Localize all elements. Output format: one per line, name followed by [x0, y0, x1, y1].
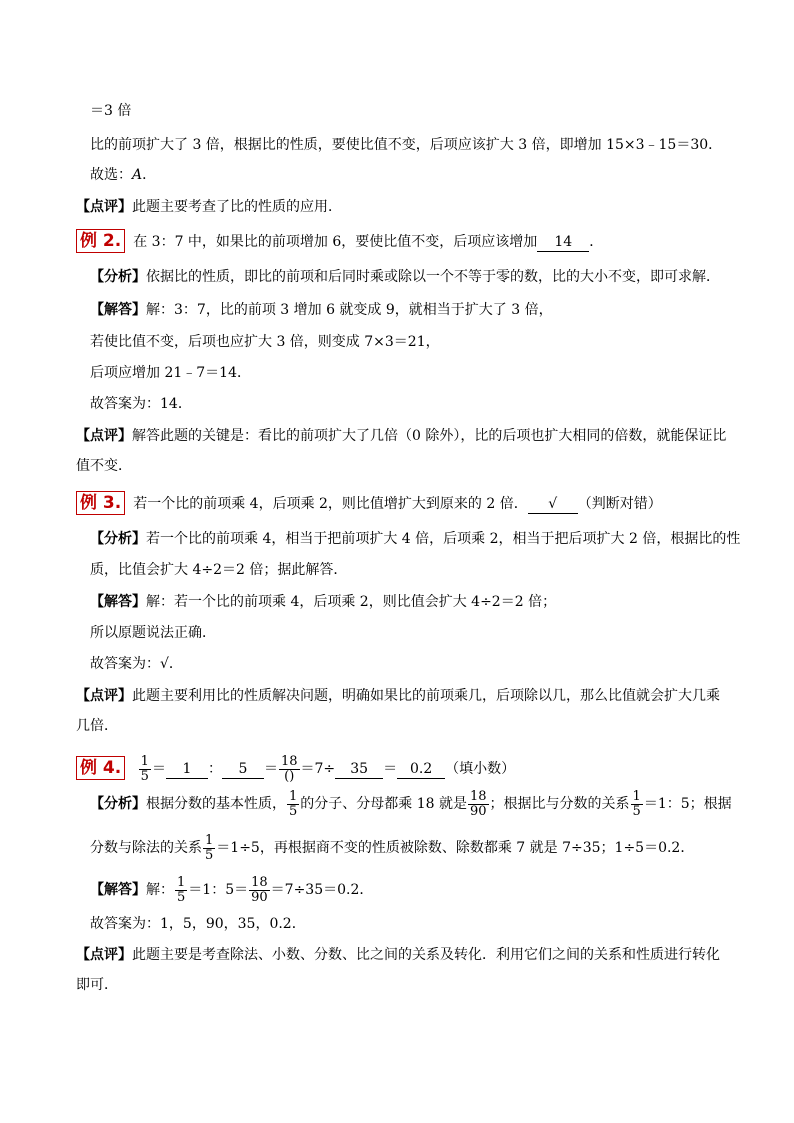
text-line: ＝3 倍: [90, 103, 132, 119]
text: 若一个比的前项乘 4，相当于把前项扩大 4 倍，后项乘 2，相当于把后项扩大 2 倍，根据比的性: [146, 531, 741, 547]
text-line: 所以原题说法正确．: [90, 625, 216, 641]
example-4-question: [76, 752, 515, 786]
fraction: [203, 834, 215, 863]
text: 解：: [146, 882, 174, 898]
text-line: 若使比值不变，后项也应扩大 3 倍，则变成 7×3＝21，: [90, 334, 440, 350]
text: ：: [207, 761, 222, 777]
fraction-numerator: 18: [280, 753, 298, 769]
tag-comment: 【点评】: [76, 428, 132, 444]
fraction-numerator: 1: [205, 832, 214, 848]
text: ＝1÷5，再根据商不变的性质被除数、除数都乘 7 就是 7÷35；1÷5＝0.2．: [216, 840, 695, 856]
text: ＝1：5＝: [188, 882, 249, 898]
solution-line: [90, 300, 553, 322]
text: 若一个比的前项乘 4，后项乘 2，则比值增扩大到原来的 2 倍．: [133, 496, 528, 512]
text: ＝: [151, 761, 166, 777]
fraction-numerator: 1: [177, 874, 186, 890]
text: 解：3：7，比的前项 3 增加 6 就变成 9，就相当于扩大了 3 倍，: [146, 302, 553, 318]
fraction-denominator: 90: [251, 889, 268, 905]
fraction-denominator: 5: [205, 847, 214, 863]
fraction: [631, 790, 643, 819]
text: 分数与除法的关系: [90, 840, 202, 856]
text-line: 几倍．: [76, 718, 118, 734]
text: ＝7÷: [300, 761, 336, 777]
fraction: [175, 876, 187, 905]
text: 根据分数的基本性质，: [146, 796, 286, 812]
text: 此题主要考查了比的性质的应用．: [132, 199, 342, 215]
text-line: [90, 165, 156, 187]
text-line: 故答案为：14．: [90, 396, 192, 412]
answer-blank: 0.2: [397, 760, 445, 779]
tag-solution: 【解答】: [90, 302, 146, 318]
answer-blank: √: [528, 495, 578, 514]
text: 的分子、分母都乘 18 就是: [300, 796, 467, 812]
text: 解答此题的关键是：看比的前项扩大了几倍（0 除外），比的后项也扩大相同的倍数，就能保证比: [132, 428, 727, 444]
text: 故选：: [90, 167, 132, 183]
fraction: [279, 755, 300, 784]
text: ＝: [383, 761, 398, 777]
fraction-denominator: 5: [140, 768, 149, 784]
fraction-numerator: 18: [470, 788, 487, 804]
text-line: 故答案为：1，5，90，35，0.2．: [90, 916, 306, 932]
fraction: [468, 790, 489, 819]
fraction-denominator: 90: [470, 803, 487, 819]
fraction-numerator: 1: [289, 788, 298, 804]
fraction-denominator: (): [284, 768, 295, 784]
tag-comment: 【点评】: [76, 688, 132, 704]
analysis-line: [90, 787, 732, 821]
text: ＝: [263, 761, 278, 777]
solution-line: [90, 592, 556, 614]
example-2-question: [76, 229, 603, 251]
fraction: [139, 755, 151, 784]
tag-comment: 【点评】: [76, 947, 132, 963]
answer-blank: 35: [335, 760, 383, 779]
text-line: 质，比值会扩大 4÷2＝2 倍；据此解答．: [90, 562, 348, 578]
text-line: 故答案为：√．: [90, 656, 183, 672]
fraction: [287, 790, 299, 819]
answer-blank: 5: [222, 760, 264, 779]
text: ．: [142, 167, 157, 183]
analysis-line: [90, 267, 720, 289]
text: 解：若一个比的前项乘 4，后项乘 2，则比值会扩大 4÷2＝2 倍；: [146, 594, 557, 610]
tag-solution: 【解答】: [90, 882, 146, 898]
text: （填小数）: [445, 761, 516, 777]
tag-solution: 【解答】: [90, 594, 146, 610]
text: ．: [589, 234, 604, 250]
comment-line: [76, 197, 342, 219]
fraction-denominator: 5: [632, 803, 641, 819]
text: ＝7÷35＝0.2．: [270, 882, 374, 898]
example-3-question: [76, 491, 662, 513]
text: 此题主要利用比的性质解决问题，明确如果比的前项乘几，后项除以几，那么比值就会扩大几乘: [132, 688, 720, 704]
fraction-denominator: 5: [289, 803, 298, 819]
comment-line: [76, 686, 720, 708]
text-line: [90, 831, 694, 865]
solution-line: [90, 873, 373, 907]
comment-line: [76, 945, 720, 967]
text: ＝1：5；根据: [643, 796, 732, 812]
text: 依据比的性质，即比的前项和后同时乘或除以一个不等于零的数，比的大小不变，即可求解．: [146, 269, 720, 285]
fraction-numerator: 1: [140, 753, 149, 769]
tag-analysis: 【分析】: [90, 796, 146, 812]
comment-line: [76, 426, 726, 448]
tag-analysis: 【分析】: [90, 531, 146, 547]
text-line: 即可．: [76, 977, 118, 993]
text: A: [132, 167, 143, 183]
example-label: 例 3.: [76, 491, 125, 515]
text: 在 3：7 中，如果比的前项增加 6，要使比值不变，后项应该增加: [133, 234, 538, 250]
answer-blank: 1: [166, 760, 208, 779]
tag-analysis: 【分析】: [90, 269, 146, 285]
text: ；根据比与分数的关系: [489, 796, 630, 812]
text: 此题主要是考查除法、小数、分数、比之间的关系及转化．利用它们之间的关系和性质进行转化: [132, 947, 720, 963]
text-line: 后项应增加 21﹣7＝14．: [90, 365, 251, 381]
text-line: 比的前项扩大了 3 倍，根据比的性质，要使比值不变，后项应该扩大 3 倍，即增加 15×3﹣15＝30．: [90, 137, 723, 153]
text: （判断对错）: [577, 496, 662, 512]
example-label: 例 4.: [76, 756, 125, 780]
example-label: 例 2.: [76, 229, 125, 253]
fraction-numerator: 1: [632, 788, 641, 804]
fraction-numerator: 18: [251, 874, 268, 890]
analysis-line: [90, 529, 740, 551]
fraction-denominator: 5: [177, 889, 186, 905]
fraction: [249, 876, 270, 905]
tag-comment: 【点评】: [76, 199, 132, 215]
text-line: 值不变．: [76, 458, 132, 474]
answer-blank: 14: [537, 233, 589, 252]
